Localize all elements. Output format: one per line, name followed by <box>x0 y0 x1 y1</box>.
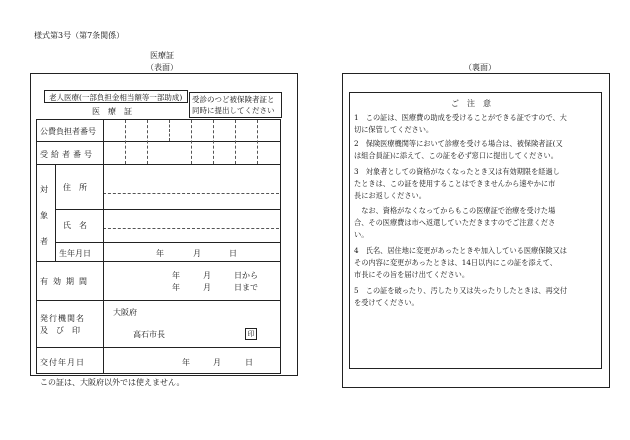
notice-line: 3 対象者としての資格がなくなったとき又は有効期限を経過し <box>354 167 560 176</box>
notice-line: 長にお返しください。 <box>354 191 426 200</box>
front-side-label: （表面） <box>146 63 178 72</box>
notice-line: 切に保管してください。 <box>354 125 434 134</box>
notice-line: 5 この証を破ったり、汚したり又は失ったりしたときは、再交付 <box>354 286 568 295</box>
name-label: 氏 名 <box>63 221 87 230</box>
validity-from-day: 日から <box>234 271 258 280</box>
issue-year: 年 <box>182 358 190 367</box>
validity-from-month: 月 <box>203 271 211 280</box>
notice-line: い。 <box>354 230 369 239</box>
birth-date-label: 生年月日 <box>59 249 91 258</box>
notice-line: 2 保険医療機関等において診療を受ける場合は、被保険者証(又 <box>354 139 563 148</box>
category-label: 老人医療(一部負担金相当額等一部助成) <box>49 93 183 102</box>
notice-line: 合、その医療費は市へ返還していただきますのでご注意くださ <box>354 218 556 227</box>
issue-date-label: 交付年月日 <box>40 358 85 367</box>
seal-box: 印 <box>245 328 257 340</box>
notice-line: 1 この証は、医療費の助成を受けることができる証ですので、大 <box>354 113 567 122</box>
notice-line: 市長にその旨を届け出てください。 <box>354 270 470 279</box>
notice-line: 4 氏名、居住地に変更があったときや加入している医療保険又は <box>354 246 567 255</box>
address-label: 住 所 <box>63 183 87 192</box>
notice-line-1: 受診のつど被保険者証と <box>192 95 275 104</box>
notice-line: その内容に変更があったときは、14日以内にこの証を添えて、 <box>354 258 557 267</box>
validity-label: 有効期間 <box>40 277 92 286</box>
validity-to-year: 年 <box>172 283 180 292</box>
issuer-prefecture: 大阪府 <box>113 308 137 317</box>
payer-number-label: 公費負担者番号 <box>40 127 96 136</box>
subject-label-1: 対 <box>40 185 48 194</box>
notice-line: なお、資格がなくなってからもこの医療証で治療を受けた場 <box>354 206 556 215</box>
notice-line: たときは、この証を使用することはできませんから速やかに市 <box>354 179 556 188</box>
validity-from-year: 年 <box>172 271 180 280</box>
notice-line-2: 同時に提出してください <box>192 106 275 115</box>
footer-note: この証は、大阪府以外では使えません。 <box>40 378 185 387</box>
recipient-number-label: 受給者番号 <box>40 150 95 159</box>
issuer-mayor: 高石市長 <box>133 330 165 339</box>
issuer-label-1: 発行機関名 <box>40 314 85 323</box>
card-title: 医 療 証 <box>92 107 132 116</box>
notice-line: を受けてください。 <box>354 298 419 307</box>
notice-line: は組合員証)に添えて、この証を必ず窓口に提出してください。 <box>354 151 558 160</box>
validity-to-month: 月 <box>203 283 211 292</box>
notice-heading: ご 注 意 <box>451 99 491 108</box>
subject-label-3: 者 <box>40 237 48 246</box>
document-title: 医療証 <box>150 51 174 60</box>
issue-day: 日 <box>245 358 253 367</box>
issuer-label-2: 及 び 印 <box>40 326 80 335</box>
back-side-label: （裏面） <box>464 63 496 72</box>
issue-month: 月 <box>213 358 221 367</box>
form-number: 様式第3号（第7条関係） <box>34 31 125 40</box>
birth-day: 日 <box>229 249 237 258</box>
subject-label-2: 象 <box>40 211 48 220</box>
birth-month: 月 <box>193 249 201 258</box>
birth-year: 年 <box>156 249 164 258</box>
validity-to-day: 日まで <box>234 283 258 292</box>
